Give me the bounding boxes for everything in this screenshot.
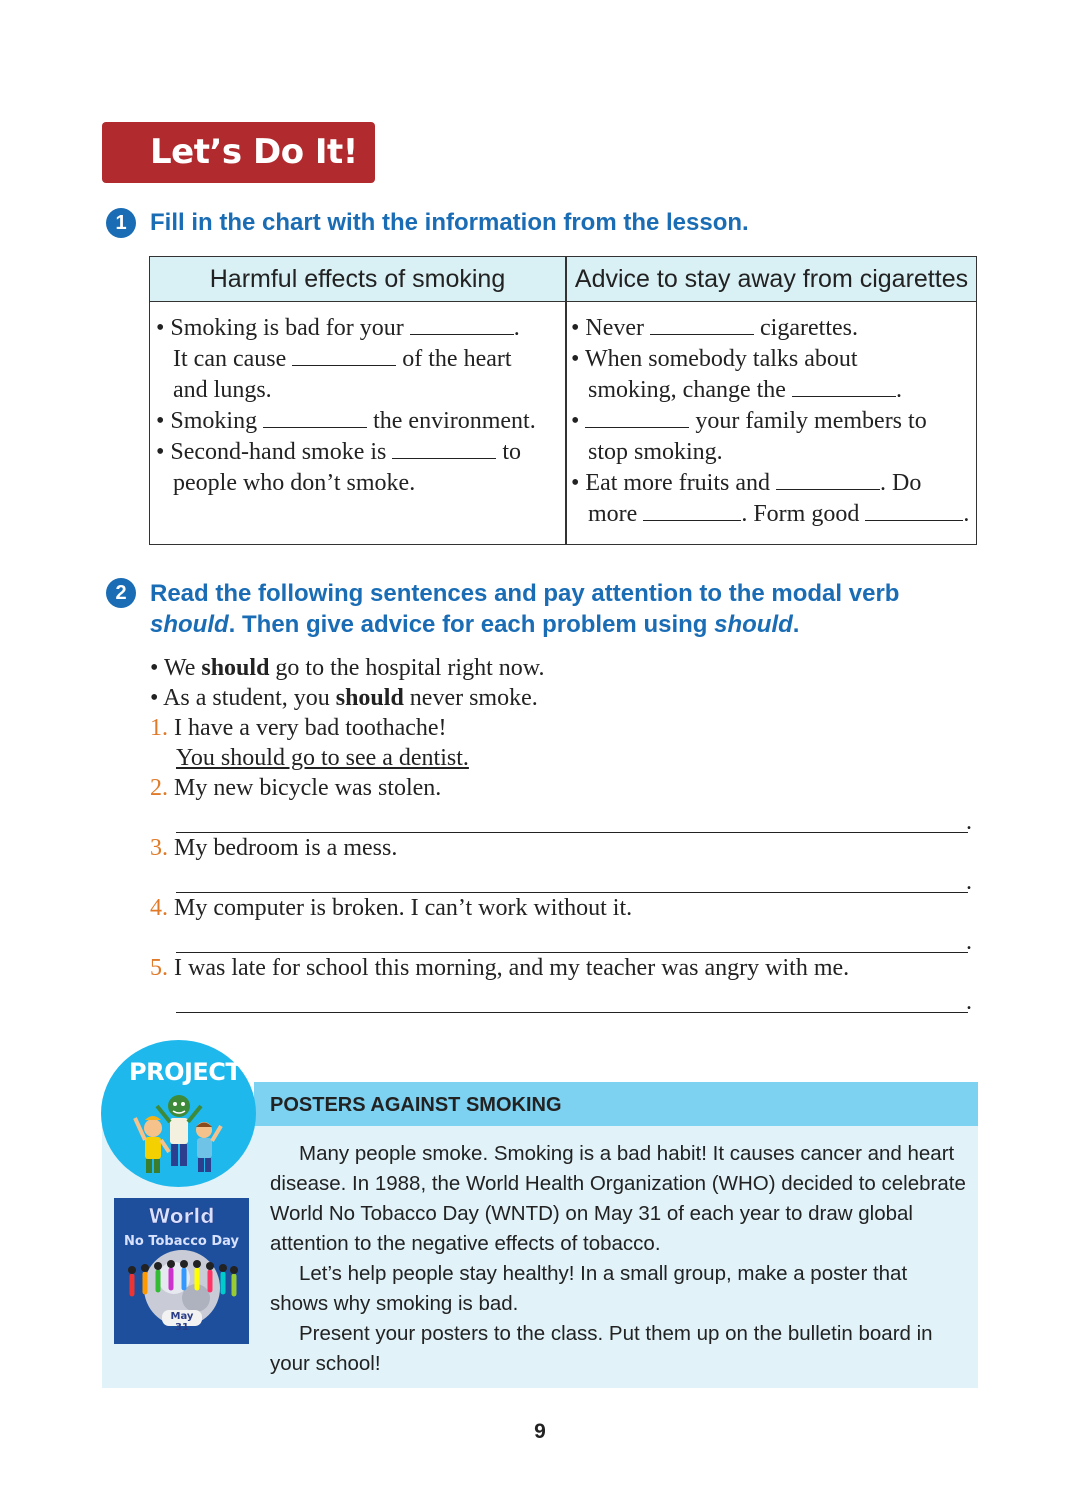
blank[interactable]	[292, 347, 396, 366]
col1-header: Harmful effects of smoking	[209, 265, 506, 293]
answer-period: .	[966, 869, 972, 895]
blank[interactable]	[865, 502, 963, 521]
col1-content: • Smoking is bad for your . It can cause of the heart and lungs. • Smoking the environment. • Second-hand smoke is to people who don’t smoke.	[156, 315, 536, 496]
answer-line-5[interactable]	[176, 1012, 968, 1013]
chart-table	[149, 256, 977, 545]
example-2: • As a student, you should never smoke.	[150, 685, 538, 711]
blank[interactable]	[585, 409, 689, 428]
poster-title-2: No Tobacco Day	[124, 1234, 239, 1249]
blank[interactable]	[792, 378, 896, 397]
problem-5: 5. I was late for school this morning, and my teacher was angry with me.	[150, 955, 850, 981]
col2-content: • Never cigarettes. • When somebody talks about smoking, change the . • your family members to stop smoking. • Eat more fruits and . Do more . Form good .	[571, 315, 970, 527]
project-heading: POSTERS AGAINST SMOKING	[270, 1094, 562, 1116]
task-2-title-line2: should. Then give advice for each problem using should.	[150, 611, 800, 638]
problem-1-answer: You should go to see a dentist.	[176, 745, 469, 771]
no-tobacco-day-poster	[114, 1198, 249, 1344]
answer-line-3[interactable]	[176, 892, 968, 893]
blank[interactable]	[776, 471, 880, 490]
answer-period: .	[966, 809, 972, 835]
chart-header	[150, 257, 976, 302]
poster-title-1: World	[148, 1204, 215, 1228]
project-paragraph-3: Present your posters to the class. Put them up on the bulletin board in your school!	[270, 1322, 933, 1375]
problem-4: 4. My computer is broken. I can’t work without it.	[150, 895, 633, 921]
answer-line-2[interactable]	[176, 832, 968, 833]
blank[interactable]	[643, 502, 741, 521]
answer-period: .	[966, 989, 972, 1015]
project-text	[270, 1139, 970, 1379]
section-banner: Let’s Do It!	[102, 122, 375, 183]
blank[interactable]	[410, 316, 514, 335]
task-1-number: 1	[106, 208, 136, 238]
example-1: • We should go to the hospital right now.	[150, 655, 545, 681]
task-2-number: 2	[106, 578, 136, 608]
page-number: 9	[534, 1420, 546, 1443]
problem-1: 1. I have a very bad toothache!	[150, 715, 447, 741]
blank[interactable]	[263, 409, 367, 428]
answer-period: .	[966, 929, 972, 955]
col2-header: Advice to stay away from cigarettes	[574, 265, 969, 293]
blank[interactable]	[650, 316, 754, 335]
problem-3: 3. My bedroom is a mess.	[150, 835, 398, 861]
blank[interactable]	[392, 440, 496, 459]
poster-date: May 31	[170, 1311, 194, 1333]
task-1-title: Fill in the chart with the information from the lesson.	[150, 209, 749, 236]
column-divider	[565, 257, 567, 544]
task-2-title-line1: Read the following sentences and pay attention to the modal verb	[150, 580, 900, 607]
project-paragraph-1: Many people smoke. Smoking is a bad habit! It causes cancer and heart disease. In 1988, the World Health Organization (WHO) decided to celebrate World No Tobacco Day (WNTD) on May 31 of each year to draw global attention to the negative effects of tobacco.	[270, 1142, 966, 1255]
answer-line-4[interactable]	[176, 952, 968, 953]
project-label: PROJECT	[129, 1058, 242, 1086]
problem-2: 2. My new bicycle was stolen.	[150, 775, 442, 801]
project-paragraph-2: Let’s help people stay healthy! In a small group, make a poster that shows why smoking is bad.	[270, 1262, 908, 1315]
